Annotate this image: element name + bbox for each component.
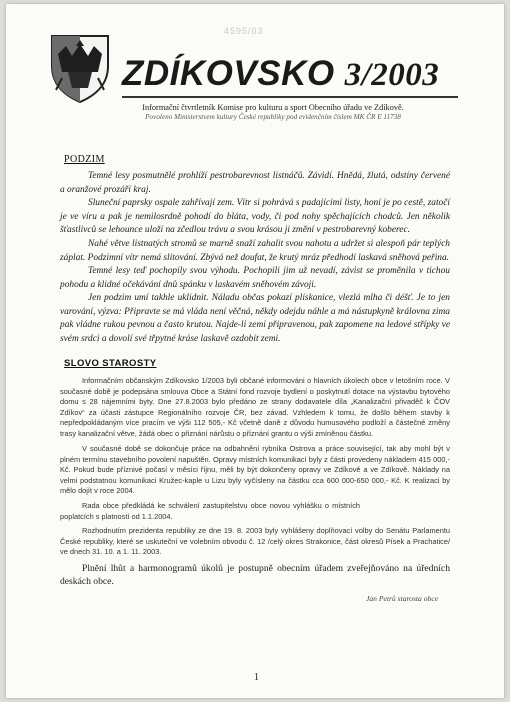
autumn-paragraph: Temné lesy posmutnělé prohlíží pestrobarevnost listnáčů. Závidí. Hnědá, žlutá, odstíny červené a oranžové prozáří kraj. bbox=[60, 171, 450, 195]
document-page bbox=[6, 4, 504, 698]
section-heading-slovo-starosty: SLOVO STAROSTY bbox=[64, 358, 157, 369]
page-number: 1 bbox=[254, 672, 259, 683]
mayor-paragraph: Plnění lhůt a harmonogramů úkolů je postupně obecním úřadem zveřejňováno na úředních deskách obce. bbox=[60, 563, 450, 587]
autumn-paragraph: Sluneční paprsky ospale zahřívají zem. Vítr si pohrává s padajícími listy, honí je po cestě, zatočí je ve víru a pak je nemilosrdně pohodí do bláta, vody, či pod nohy spěchajících chodců. Jen několik šťastlivců se lehounce uloží na zčedlou trávu a svou krásou ji změní v pestrobarevný koberec. bbox=[60, 198, 450, 236]
newsletter-title: ZDÍKOVSKO bbox=[122, 54, 335, 93]
mayor-paragraph: Rozhodnutím prezidenta republiky ze dne 19. 8. 2003 byly vyhlášeny doplňovací volby do Senátu Parlamentu České republiky, které se uskuteční ve volebním obvodu č. 12 /celý okres Strakonice, část okresů Písek a Prachatice/ ve dnech 31. 10. a 1. 11. 2003. bbox=[60, 526, 450, 557]
masthead-rule bbox=[122, 96, 458, 98]
mayor-paragraph: Informačním občanským Zdíkovsko 1/2003 byli občané informováni o hlavních úkolech obce v letošním roce. V současné době je podepsána smlouva Obce a Státní fond rozvoje bydlení o poskytnutí dotace na výstavbu bytového domu s 28 nájemními byty. Dne 27.8.2003 bylo předáno ze strany dodavatele díla „Kanalizační přivaděč k ČOV Zdíkov“ za účasti zástupce Regionálního rozvoje ČR, bez závad. Vzhledem k tomu, že došlo během stavby k nepředpokládaným více pracím ve výši 112 505,- Kč včetně daně z důvodu humusového podloží a částečné změny trasy kanalizační větve, žádá obec o přiznání nárůstu o příznání grantu o výši zmíněnou částku. bbox=[60, 376, 450, 438]
autumn-paragraph: Jen podzim umí takhle uklidnit. Náladu občas pokazí plískanice, vlezlá mlha či déšť. Je to jen varování, výzva: Připravte se má vláda není věčná, někdy odejdu náhle a má nástupkyně královna zima pak vládne rukou pevnou a často krutou. Najde-li zemi připravenou, pak zapomene na ledové střípky ve svém srdci a dovolí své třpytné kráse laskavě ozdobit zemi. bbox=[60, 293, 450, 344]
mayor-paragraph: V současné době se dokončuje práce na odbahnění rybníka Ostrova a práce související, tak aby mohl být v plném termínu stavebního povolení napuštěn. Opravy místních komunikací byly z části provedeny nákladem 415 000,- Kč. Pokud bude příznivé počasí v měsíci říjnu, měli by být dokončeny opravy ve Zdíkově a ve Zdíkově. Náklady na velmi podstatnou komunikaci Kružec-kaple u Lizu byly vyčísleny na částku cca 600 000-650 000,- Kč. K realizaci by mělo dojít v roce 2004. bbox=[60, 444, 450, 496]
autumn-paragraph: Nahé větve listnatých stromů se marně snaží zahalit svou nahotu a udržet si alespoň pár teplých záplat. Podzimní vítr nemá slitování. Zbývá než doufat, že krutý mráz předhodí laskavá sněhová peřina. bbox=[60, 239, 450, 263]
mayor-paragraph: Rada obce předkládá ke schválení zastupitelstvu obce novou vyhlášku o místních poplatcích s platností od 1.1.2004. bbox=[60, 501, 360, 521]
registration-note: Povoleno Ministerstvem kultury České republiky pod evidenčním číslem MK ČR E 11738 bbox=[145, 113, 401, 121]
issue-number: 3/2003 bbox=[344, 57, 440, 93]
municipal-coat-of-arms bbox=[48, 32, 112, 104]
section-heading-podzim: PODZIM bbox=[64, 154, 105, 165]
newsletter-subtitle: Informační čtvrtletník Komise pro kulturu a sport Obecního úřadu ve Zdíkově. bbox=[142, 103, 404, 112]
registration-stamp: 4595/03 bbox=[224, 26, 264, 36]
mayor-signature: Jan Petrů starosta obce bbox=[366, 594, 439, 603]
autumn-paragraph: Temné lesy teď pochopily svou výhodu. Pochopili jim už nevadí, závist se proměnila v tichou pohodu a klidné očekávání dnů spánku v laskavém sněhovém závoji. bbox=[60, 266, 450, 290]
newsletter-masthead bbox=[122, 54, 439, 94]
